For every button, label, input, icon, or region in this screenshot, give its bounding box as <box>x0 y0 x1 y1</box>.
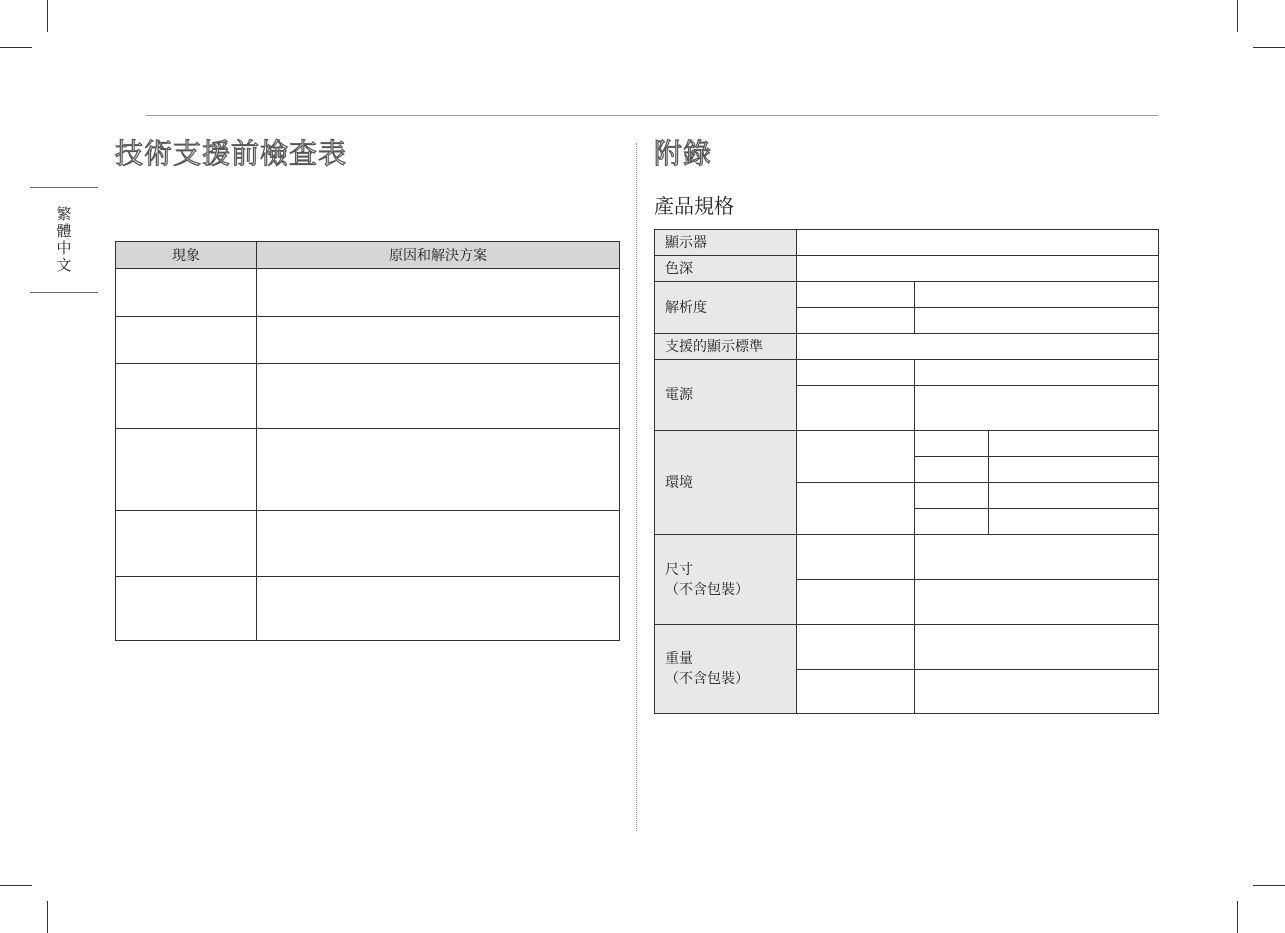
table-row <box>116 317 620 364</box>
spec-sublabel <box>797 625 915 670</box>
spec-value <box>915 535 1159 580</box>
table-row <box>116 364 620 429</box>
spec-value <box>915 670 1159 714</box>
spec-row-display <box>655 230 1159 256</box>
spec-value <box>797 334 1159 360</box>
language-tab <box>30 187 98 293</box>
spec-label-power: 電源 <box>655 360 797 431</box>
spec-sublabel <box>797 360 915 386</box>
symptom-cell <box>116 269 257 317</box>
spec-row-color-depth <box>655 256 1159 282</box>
spec-label-dimensions <box>655 535 797 625</box>
spec-sublabel <box>797 282 915 308</box>
spec-sublabel <box>915 457 989 483</box>
top-rule <box>146 115 1158 116</box>
table-row <box>116 429 620 511</box>
solution-cell <box>257 364 620 429</box>
crop-mark <box>47 0 48 32</box>
solution-cell <box>257 511 620 577</box>
spec-sublabel <box>797 670 915 714</box>
solution-cell <box>257 429 620 511</box>
solution-cell <box>257 317 620 364</box>
spec-label-dimensions-line2: （不含包裝） <box>665 581 749 598</box>
symptom-cell <box>116 511 257 577</box>
spec-value <box>989 509 1159 535</box>
column-header-solution: 原因和解決方案 <box>257 242 620 269</box>
spec-sublabel <box>915 431 989 457</box>
crop-mark <box>47 901 48 933</box>
language-tab-label: 繁體中文 <box>54 206 73 274</box>
solution-cell <box>257 269 620 317</box>
spec-label-color-depth: 色深 <box>655 256 797 282</box>
spec-sublabel <box>797 386 915 431</box>
crop-mark <box>0 47 32 48</box>
spec-value <box>797 256 1159 282</box>
troubleshooting-table <box>115 241 620 641</box>
spec-label-environment: 環境 <box>655 431 797 535</box>
spec-sublabel <box>797 431 915 483</box>
spec-row-weight <box>655 625 1159 670</box>
spec-sublabel <box>797 535 915 580</box>
appendix-heading: 附錄 <box>654 137 713 170</box>
checklist-heading: 技術支援前檢查表 <box>115 137 348 170</box>
spec-row-display-standard <box>655 334 1159 360</box>
specification-table <box>654 229 1159 714</box>
spec-sublabel <box>797 483 915 535</box>
crop-mark <box>1253 47 1285 48</box>
crop-mark <box>1253 885 1285 886</box>
spec-value <box>989 431 1159 457</box>
spec-row-dimensions <box>655 535 1159 580</box>
spec-label-resolution: 解析度 <box>655 282 797 334</box>
spec-label-weight-line2: （不含包裝） <box>665 671 749 687</box>
spec-label-display-standard: 支援的顯示標準 <box>655 334 797 360</box>
spec-value <box>989 457 1159 483</box>
table-row <box>116 269 620 317</box>
spec-value <box>797 230 1159 256</box>
table-row <box>116 577 620 641</box>
crop-mark <box>0 885 32 886</box>
spec-row-resolution <box>655 282 1159 308</box>
spec-value <box>915 625 1159 670</box>
product-spec-title: 產品規格 <box>654 194 734 218</box>
spec-row-power <box>655 360 1159 386</box>
symptom-cell <box>116 317 257 364</box>
spec-value <box>915 360 1159 386</box>
symptom-cell <box>116 577 257 641</box>
crop-mark <box>1237 901 1238 933</box>
solution-cell <box>257 577 620 641</box>
spec-value <box>915 386 1159 431</box>
table-row <box>116 511 620 577</box>
spec-sublabel <box>797 308 915 334</box>
spec-sublabel <box>797 580 915 625</box>
spec-value <box>989 483 1159 509</box>
column-header-symptom: 現象 <box>116 242 257 269</box>
spec-label-dimensions-line1: 尺寸 <box>665 561 693 578</box>
spec-label-weight-line1: 重量 <box>665 651 693 667</box>
spec-value <box>915 308 1159 334</box>
crop-mark <box>1237 0 1238 32</box>
spec-label-weight <box>655 625 797 714</box>
column-divider <box>636 143 637 831</box>
spec-sublabel <box>915 509 989 535</box>
spec-value <box>915 580 1159 625</box>
symptom-cell <box>116 429 257 511</box>
spec-row-environment <box>655 431 1159 457</box>
symptom-cell <box>116 364 257 429</box>
spec-label-display: 顯示器 <box>655 230 797 256</box>
spec-value <box>915 282 1159 308</box>
spec-sublabel <box>915 483 989 509</box>
table-header-row <box>116 242 620 269</box>
